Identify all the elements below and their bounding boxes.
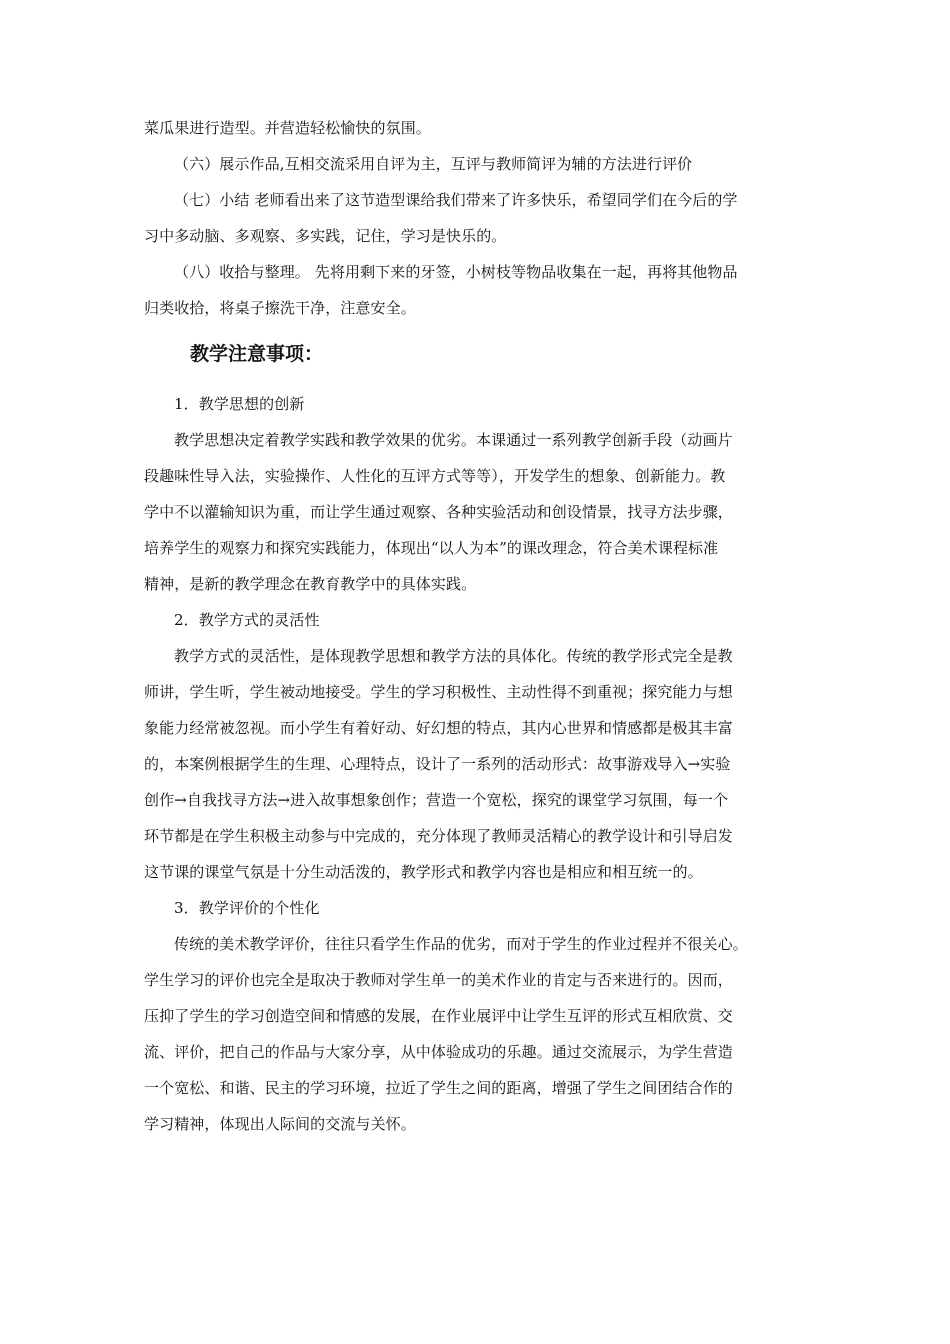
text-line: 流、评价，把自己的作品与大家分享，从中体验成功的乐趣。通过交流展示，为学生营造: [144, 1043, 733, 1061]
text-line: 学生学习的评价也完全是取决于教师对学生单一的美术作业的肯定与否来进行的。因而，: [144, 971, 733, 989]
text-line: 学习精神，体现出人际间的交流与关怀。: [144, 1115, 416, 1133]
section-title: 1．教学思想的创新: [174, 395, 305, 413]
section-title: 2．教学方式的灵活性: [174, 611, 320, 629]
text-line: 学中不以灌输知识为重，而让学生通过观察、各种实验活动和创设情景，找寻方法步骤，: [144, 503, 733, 521]
text-line: 段趣味性导入法，实验操作、人性化的互评方式等等），开发学生的想象、创新能力。教: [144, 467, 726, 485]
text-line: 归类收拾，将桌子擦洗干净，注意安全。: [144, 299, 416, 317]
text-line: 培养学生的观察力和探究实践能力，体现出“以人为本”的课改理念，符合美术课程标准: [144, 539, 719, 557]
text-line: 习中多动脑、多观察、多实践，记住，学习是快乐的。: [144, 227, 507, 245]
text-line: 环节都是在学生积极主动参与中完成的，充分体现了教师灵活精心的教学设计和引导启发: [144, 827, 733, 845]
text-line: 这节课的课堂气氛是十分生动活泼的，教学形式和教学内容也是相应和相互统一的。: [144, 863, 703, 881]
section-heading: 教学注意事项：: [190, 343, 324, 365]
text-line: 教学思想决定着教学实践和教学效果的优劣。本课通过一系列教学创新手段（动画片: [174, 431, 733, 449]
text-line: 一个宽松、和谐、民主的学习环境，拉近了学生之间的距离，增强了学生之间团结合作的: [144, 1079, 733, 1097]
text-line: （八）收拾与整理。 先将用剩下来的牙签，小树枝等物品收集在一起，再将其他物品: [174, 263, 738, 281]
text-line: 象能力经常被忽视。而小学生有着好动、好幻想的特点，其内心世界和情感都是极其丰富: [144, 719, 733, 737]
text-line: 教学方式的灵活性，是体现教学思想和教学方法的具体化。传统的教学形式完全是教: [174, 647, 733, 665]
text-line: 创作→自我找寻方法→进入故事想象创作；营造一个宽松，探究的课堂学习氛围，每一个: [144, 791, 729, 809]
text-line: 传统的美术教学评价，往往只看学生作品的优劣，而对于学生的作业过程并不很关心。: [174, 935, 748, 953]
text-line: 精神，是新的教学理念在教育教学中的具体实践。: [144, 575, 477, 593]
text-line: 菜瓜果进行造型。并营造轻松愉快的氛围。: [144, 119, 431, 137]
text-line: （六）展示作品,互相交流采用自评为主，互评与教师简评为辅的方法进行评价: [174, 155, 693, 173]
text-line: 压抑了学生的学习创造空间和情感的发展，在作业展评中让学生互评的形式互相欣赏、交: [144, 1007, 733, 1025]
section-title: 3．教学评价的个性化: [174, 899, 320, 917]
text-line: 师讲，学生听，学生被动地接受。学生的学习积极性、主动性得不到重视；探究能力与想: [144, 683, 733, 701]
text-line: （七）小结 老师看出来了这节造型课给我们带来了许多快乐，希望同学们在今后的学: [174, 191, 738, 209]
text-line: 的，本案例根据学生的生理、心理特点，设计了一系列的活动形式：故事游戏导入→实验: [144, 755, 731, 773]
